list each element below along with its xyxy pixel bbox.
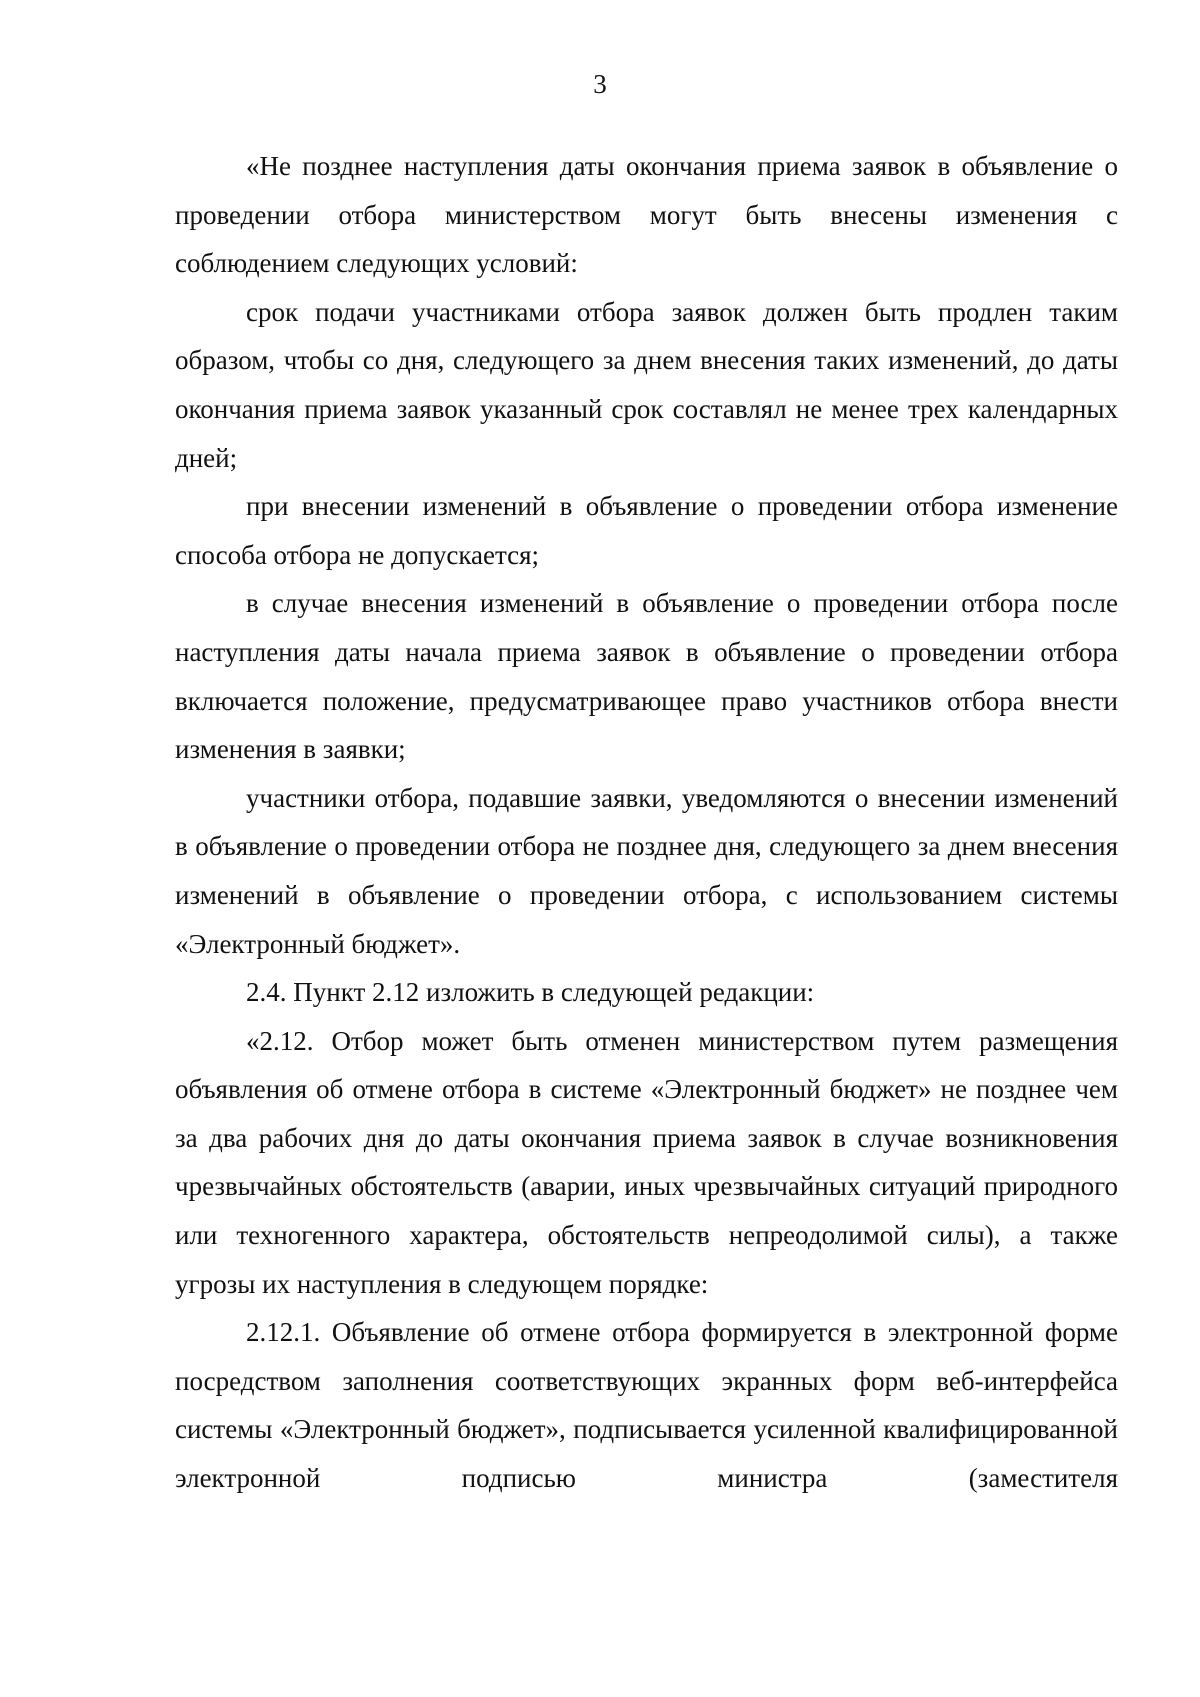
paragraph-item-2-4: 2.4. Пункт 2.12 изложить в следующей редакции: <box>246 977 815 1008</box>
paragraph-deadline-extension: срок подачи участниками отбора заявок должен быть продлен таким образом, чтобы со дня, следующего за днем внесения таких изменений, до даты окончания приема заявок указанный срок составлял не менее трех календарных дней; <box>175 296 1118 473</box>
document-body <box>175 142 1118 1503</box>
paragraph-item-2-12: «2.12. Отбор может быть отменен министерством путем размещения объявления об отмене отбора в системе «Электронный бюджет» не позднее чем за два рабочих дня до даты окончания приема заявок в случае возникновения чрезвычайных обстоятельств (аварии, иных чрезвычайных ситуаций природного или техногенного характера, обстоятельств непреодолимой силы), а также угрозы их наступления в следующем порядке: <box>175 1025 1118 1299</box>
paragraph-item-2-12-1: 2.12.1. Объявление об отмене отбора формируется в электронной форме посредством заполнения соответствующих экранных форм веб-интерфейса системы «Электронный бюджет», подписывается усиленной квалифицированной электронной подписью министра (заместителя <box>175 1317 1118 1494</box>
paragraph-method-change: при внесении изменений в объявление о проведении отбора изменение способа отбора не допускается; <box>175 491 1118 570</box>
paragraph-participant-notification: участники отбора, подавшие заявки, уведомляются о внесении изменений в объявление о проведении отбора не позднее дня, следующего за днем внесения изменений в объявление о проведении отбора, с использованием системы «Электронный бюджет». <box>175 782 1118 959</box>
paragraph-application-changes: в случае внесения изменений в объявление о проведении отбора после наступления даты начала приема заявок в объявление о проведении отбора включается положение, предусматривающее право участников отбора внести изменения в заявки; <box>175 588 1118 765</box>
page-number: 3 <box>593 69 607 99</box>
paragraph-amendment-conditions: «Не позднее наступления даты окончания приема заявок в объявление о проведении отбора министерством могут быть внесены изменения с соблюдением следующих условий: <box>175 151 1118 279</box>
